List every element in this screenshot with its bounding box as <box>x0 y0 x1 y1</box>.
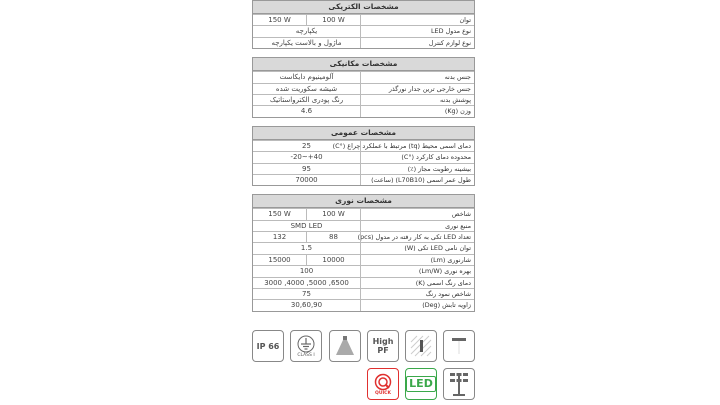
spec-value: -20~+40 <box>290 153 323 162</box>
spec-label: شارنوری (Lm) <box>430 255 471 264</box>
spec-value: یکپارچه <box>295 27 318 36</box>
spec-values <box>253 164 361 174</box>
spec-row <box>253 140 474 151</box>
spec-values <box>253 266 361 276</box>
light-beam-icon <box>329 330 361 362</box>
spec-value: 10000 <box>306 255 360 265</box>
spec-value: 100 W <box>306 15 360 25</box>
spec-row <box>253 174 474 185</box>
section-title: مشخصات مکانیکی <box>253 58 474 71</box>
spec-value: 30,60,90 <box>290 301 323 310</box>
led-icon <box>405 368 437 400</box>
spec-label: وزن (Kg) <box>444 107 471 116</box>
spec-label: توان نامی LED تکی (W) <box>404 244 471 253</box>
spec-values <box>253 289 361 299</box>
electrical-section <box>252 0 475 49</box>
feature-icons <box>252 330 475 405</box>
spec-sheet <box>252 0 475 320</box>
spec-values <box>253 95 361 105</box>
spec-values <box>253 141 361 151</box>
street-light-icon <box>443 368 475 400</box>
spec-value: 25 <box>302 141 311 150</box>
spec-label: زاویه تابش (Deg) <box>422 301 471 310</box>
mechanical-section <box>252 57 475 118</box>
spec-value: 88 <box>306 232 360 242</box>
spec-value: 75 <box>302 290 311 299</box>
spec-row <box>253 231 474 242</box>
spec-values <box>253 300 361 310</box>
spec-values <box>253 152 361 162</box>
spec-label: طول عمر اسمی (L70B10) (ساعت) <box>371 175 471 184</box>
spec-label: شاخص <box>451 210 471 219</box>
spec-row <box>253 242 474 253</box>
quick-connect-icon <box>367 368 399 400</box>
optical-section <box>252 194 475 312</box>
spec-label: توان <box>459 16 471 24</box>
spec-label: محدوده دمای کارکرد (°C) <box>401 153 471 162</box>
spec-row <box>253 220 474 231</box>
spec-value: 1.5 <box>300 244 313 253</box>
spec-label: منبع نوری <box>445 221 471 230</box>
ip66-icon <box>252 330 284 362</box>
spec-label: نوع لوازم کنترل <box>428 38 471 47</box>
spec-value: 100 W <box>306 209 360 219</box>
wall-mount-icon <box>405 330 437 362</box>
spec-row <box>253 25 474 36</box>
spec-value: 132 <box>272 233 287 242</box>
spec-row <box>253 71 474 82</box>
spec-value: 150 W <box>268 210 291 219</box>
spec-label: بیشینه رطوبت مجاز (٪) <box>407 164 471 173</box>
earth-ground-icon <box>296 335 316 353</box>
spec-label: نوع مدول LED <box>431 27 471 36</box>
spec-row <box>253 83 474 94</box>
spec-row <box>253 265 474 276</box>
spec-row <box>253 208 474 219</box>
quick-label: QUICK <box>375 390 391 396</box>
spec-row <box>253 277 474 288</box>
spec-value: رنگ پودری الکترواستاتیک <box>269 95 344 104</box>
spec-label: جنس بدنه <box>444 73 471 82</box>
pf-top-label: High <box>372 337 394 346</box>
spec-values <box>253 243 361 253</box>
spec-row <box>253 14 474 25</box>
spec-label: دمای رنگ اسمی (K) <box>415 278 471 287</box>
spec-values <box>253 26 361 36</box>
section-title: مشخصات الکتریکی <box>253 1 474 14</box>
spec-value: آلومینیوم دایکاست <box>279 73 334 82</box>
spec-label: شاخص نمود رنگ <box>425 290 471 299</box>
led-label: LED <box>406 376 436 392</box>
spec-value: 15000 <box>268 255 291 264</box>
spec-label: تعداد LED تکی به کار رفته در مدول (pcs) <box>357 233 471 242</box>
spec-value: 3000 ,4000 ,5000 ,6500 <box>264 278 349 287</box>
spec-row <box>253 299 474 310</box>
class-one-icon <box>290 330 322 362</box>
section-title: مشخصات عمومی <box>253 127 474 140</box>
spec-label: دمای اسمی محیط (tq) مرتبط با عملکرد چراغ (°C) <box>332 141 471 150</box>
spec-values <box>253 38 361 48</box>
pf-bottom-label: PF <box>377 346 389 355</box>
spec-label: بهره نوری (Lm/W) <box>418 267 471 276</box>
spec-values <box>253 221 361 231</box>
spec-label: پوشش بدنه <box>440 95 471 104</box>
spec-value: شیشه سکوریت شده <box>275 84 338 93</box>
pole-mount-icon <box>443 330 475 362</box>
spec-values <box>253 106 361 116</box>
spec-value: SMD LED <box>290 221 323 230</box>
ip-rating-label: IP 66 <box>256 341 280 351</box>
spec-values <box>253 72 361 82</box>
spec-value: 70000 <box>295 175 318 184</box>
spec-label: جنس خارجی ترین جدار نورگذر <box>388 84 471 93</box>
spec-row <box>253 163 474 174</box>
spec-values <box>253 209 361 219</box>
spec-value: ماژول و بالاست یکپارچه <box>271 38 342 47</box>
quick-connector-icon <box>374 373 392 391</box>
spec-values <box>253 232 361 242</box>
spec-row <box>253 37 474 48</box>
spec-value: 95 <box>302 164 311 173</box>
spec-value: 100 <box>299 267 314 276</box>
high-pf-icon <box>367 330 399 362</box>
spec-values <box>253 84 361 94</box>
spec-value: 150 W <box>268 16 291 24</box>
class-label: CLASS I <box>297 352 315 358</box>
spec-row <box>253 288 474 299</box>
spec-values <box>253 175 361 185</box>
spec-row <box>253 105 474 116</box>
spec-row <box>253 151 474 162</box>
spec-values <box>253 255 361 265</box>
section-title: مشخصات نوری <box>253 195 474 208</box>
spec-value: 4.6 <box>300 107 313 116</box>
spec-row <box>253 94 474 105</box>
general-section <box>252 126 475 187</box>
spec-values <box>253 15 361 25</box>
spec-values <box>253 278 361 288</box>
spec-row <box>253 254 474 265</box>
